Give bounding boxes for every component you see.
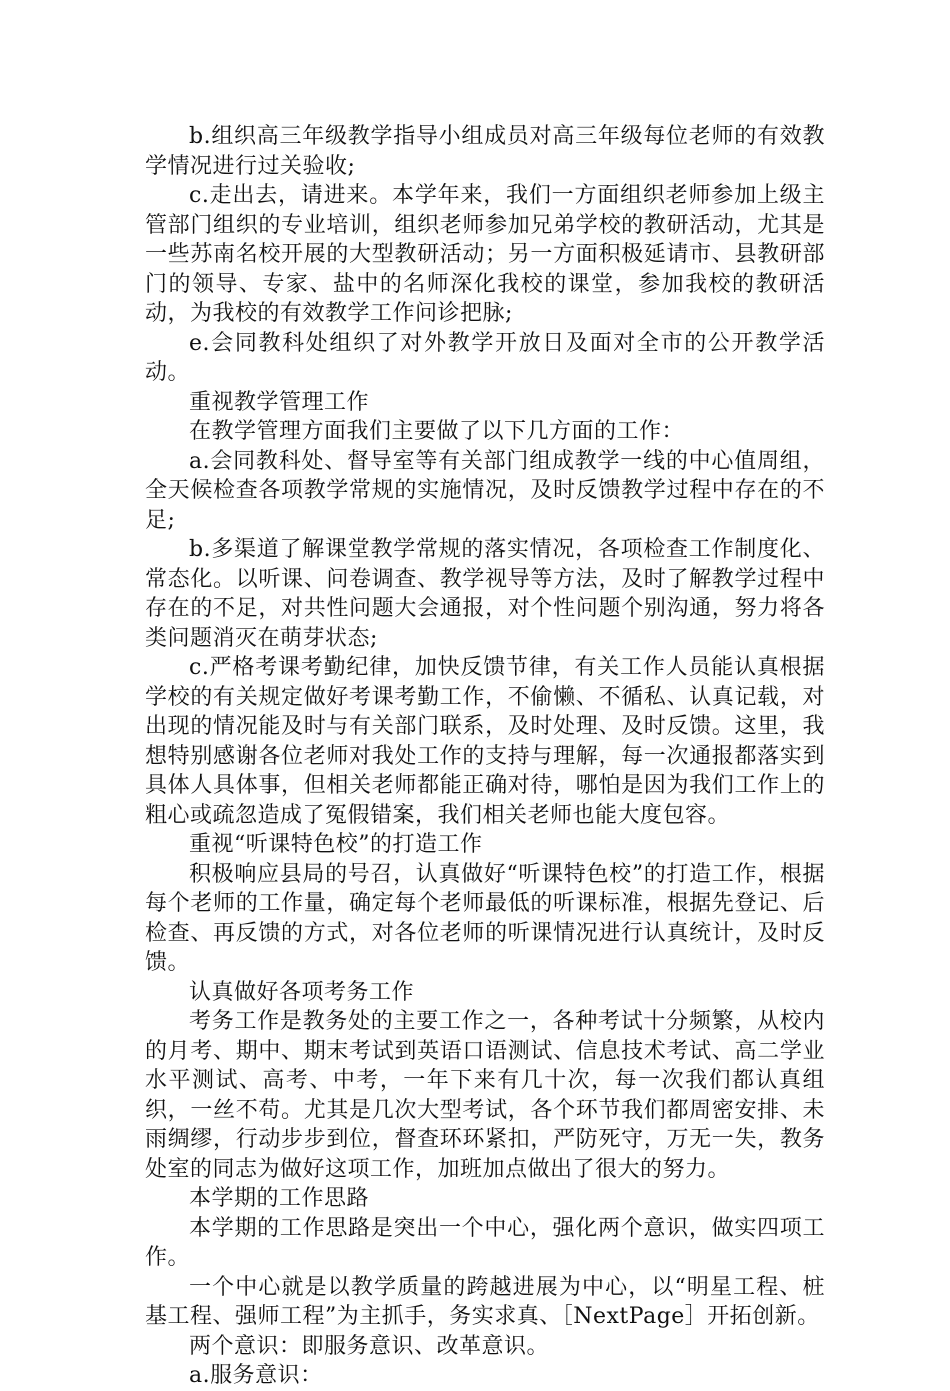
section-heading: 重视教学管理工作 [189,389,370,415]
paragraph: 两个意识：即服务意识、改革意识。 [189,1333,550,1359]
document-body [145,122,825,1391]
paragraph: 在教学管理方面我们主要做了以下几方面的工作： [189,419,685,444]
section-heading: 本学期的工作思路 [189,1186,370,1211]
paragraph: a.会同教科处、督导室等有关部门组成教学一线的中心值周组，全天候检查各项教学常规的实施情况，及时反馈教学过程中存在的不足; [145,448,825,533]
paragraph: c.严格考课考勤纪律，加快反馈节律，有关工作人员能认真根据学校的有关规定做好考课考勤工作，不偷懒、不循私、认真记载，对出现的情况能及时与有关部门联系，及时处理、及时反馈。这里，我想特别感谢各位老师对我处工作的支持与理解，每一次通报都落实到具体人具体事，但相关老师都能正确对待，哪怕是因为我们工作上的粗心或疏忽造成了冤假错案，我们相关老师也能大度包容。 [145,655,825,828]
paragraph: 积极响应县局的号召，认真做好“听课特色校”的打造工作，根据每个老师的工作量，确定每个老师最低的听课标准，根据先登记、后检查、再反馈的方式，对各位老师的听课情况进行认真统计，及时反馈。 [145,861,825,975]
section-heading: 认真做好各项考务工作 [189,979,415,1005]
paragraph: a.服务意识： [189,1363,323,1388]
paragraph: 考务工作是教务处的主要工作之一，各种考试十分频繁，从校内的月考、期中、期末考试到英语口语测试、信息技术考试、高二学业水平测试、高考、中考，一年下来有几十次，每一次我们都认真组织，一丝不苟。尤其是几次大型考试，各个环节我们都周密安排、未雨绸缪，行动步步到位，督查环环紧扣，严防死守，万无一失，教务处室的同志为做好这项工作，加班加点做出了很大的努力。 [145,1009,825,1182]
paragraph: 一个中心就是以教学质量的跨越进展为中心，以“明星工程、桩基工程、强师工程”为主抓手，务实求真、［NextPage］开拓创新。 [145,1274,825,1329]
section-heading: 重视“听课特色校”的打造工作 [189,832,483,857]
paragraph: e.会同教科处组织了对外教学开放日及面对全市的公开教学活动。 [145,330,825,385]
paragraph: c.走出去，请进来。本学年来，我们一方面组织老师参加上级主管部门组织的专业培训，组织老师参加兄弟学校的教研活动，尤其是一些苏南名校开展的大型教研活动；另一方面积极延请市、县教研部门的领导、专家、盐中的名师深化我校的课堂，参加我校的教研活动，为我校的有效教学工作问诊把脉; [145,183,825,326]
paragraph: 本学期的工作思路是突出一个中心，强化两个意识，做实四项工作。 [145,1215,825,1270]
paragraph: b.多渠道了解课堂教学常规的落实情况，各项检查工作制度化、常态化。以听课、问卷调查、教学视导等方法，及时了解教学过程中存在的不足，对共性问题大会通报，对个性问题个别沟通，努力将各类问题消灭在萌芽状态; [145,537,825,651]
paragraph: b.组织高三年级教学指导小组成员对高三年级每位老师的有效教学情况进行过关验收; [145,124,825,179]
